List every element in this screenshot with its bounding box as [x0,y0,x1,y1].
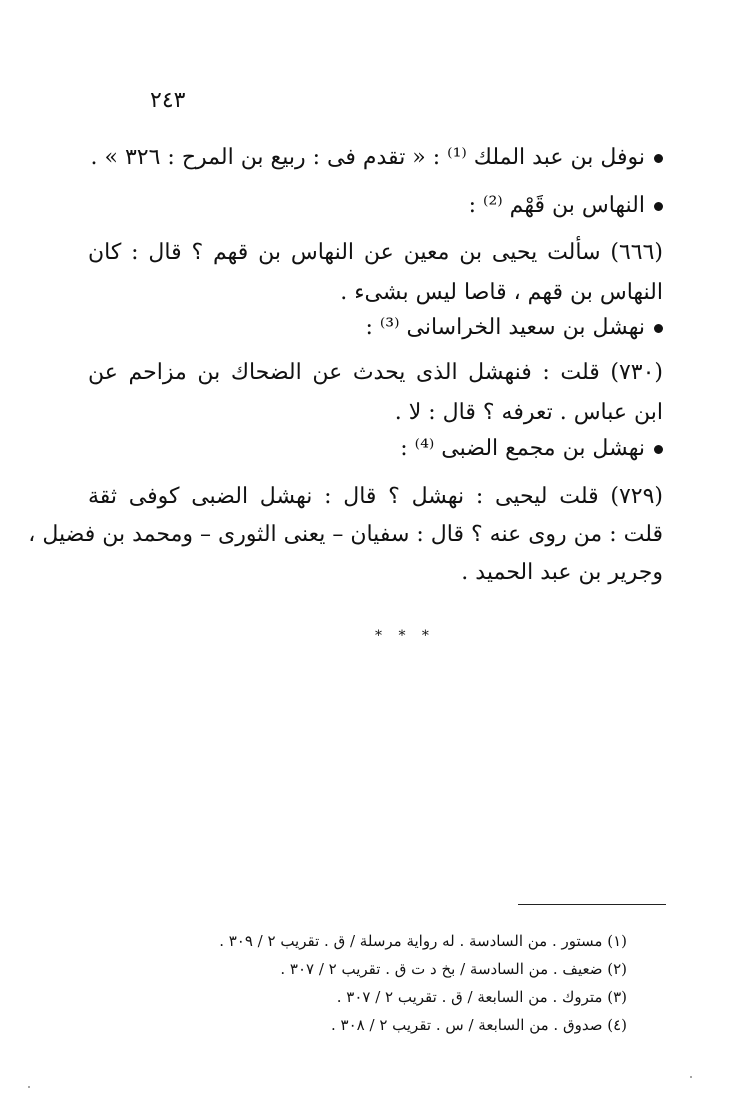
footnote-1: (١) مستور . من السادسة . له رواية مرسلة / ق . تقريب ٢ / ٣٠٩ . [219,932,627,950]
narration-666-line1 [88,240,663,265]
narration-666-line2: النهاس بن قهم ، قاصا ليس بشىء . [340,280,663,305]
section-separator: * * * [375,628,435,644]
entry-heading-text: نهشل بن مجمع الضبى ⁽⁴⁾ : [400,436,645,461]
bullet-icon [654,324,663,333]
narration-729-line1 [88,484,663,509]
scan-speck [690,1076,692,1078]
bullet-icon [654,202,663,211]
narration-729-line2 [28,522,663,547]
narration-text: (٧٢٩) قلت ليحيى : نهشل ؟ قال : نهشل الضبى كوفى ثقة [88,484,663,509]
entry-heading-text: النهاس بن قَهْم ⁽²⁾ : [468,193,645,218]
entry-heading-nahshal-mujammi [400,436,663,461]
entry-heading-nahhas [469,193,663,218]
footnote-4: (٤) صدوق . من السابعة / س . تقريب ٢ / ٣٠٨ . [331,1016,627,1034]
narration-text: قلت : من روى عنه ؟ قال : سفيان – يعنى الثورى – ومحمد بن فضيل ، [28,522,663,547]
page-number: ٢٤٣ [150,88,186,113]
bullet-icon [654,154,663,163]
entry-heading-text: نوفل بن عبد الملك ⁽¹⁾ : « تقدم فى : ربيع بن المرح : ٣٢٦ » . [90,145,645,170]
narration-text: (٧٣٠) قلت : فنهشل الذى يحدث عن الضحاك بن مزاحم عن [88,360,663,385]
narration-729-line3: وجرير بن عبد الحميد . [461,560,663,585]
entry-heading-nawfal [91,145,663,170]
entry-heading-nahshal-said [365,315,663,340]
scan-speck [28,1086,30,1088]
narration-730-line1 [88,360,663,385]
bullet-icon [654,445,663,454]
footnote-rule [518,904,666,905]
narration-text: (٦٦٦) سألت يحيى بن معين عن النهاس بن قهم ؟ قال : كان [88,240,663,265]
narration-730-line2: ابن عباس . تعرفه ؟ قال : لا . [394,400,663,425]
footnote-2: (٢) ضعيف . من السادسة / بخ د ت ق . تقريب ٢ / ٣٠٧ . [280,960,627,978]
footnote-3: (٣) متروك . من السابعة / ق . تقريب ٢ / ٣٠٧ . [336,988,627,1006]
entry-heading-text: نهشل بن سعيد الخراسانى ⁽³⁾ : [365,315,645,340]
